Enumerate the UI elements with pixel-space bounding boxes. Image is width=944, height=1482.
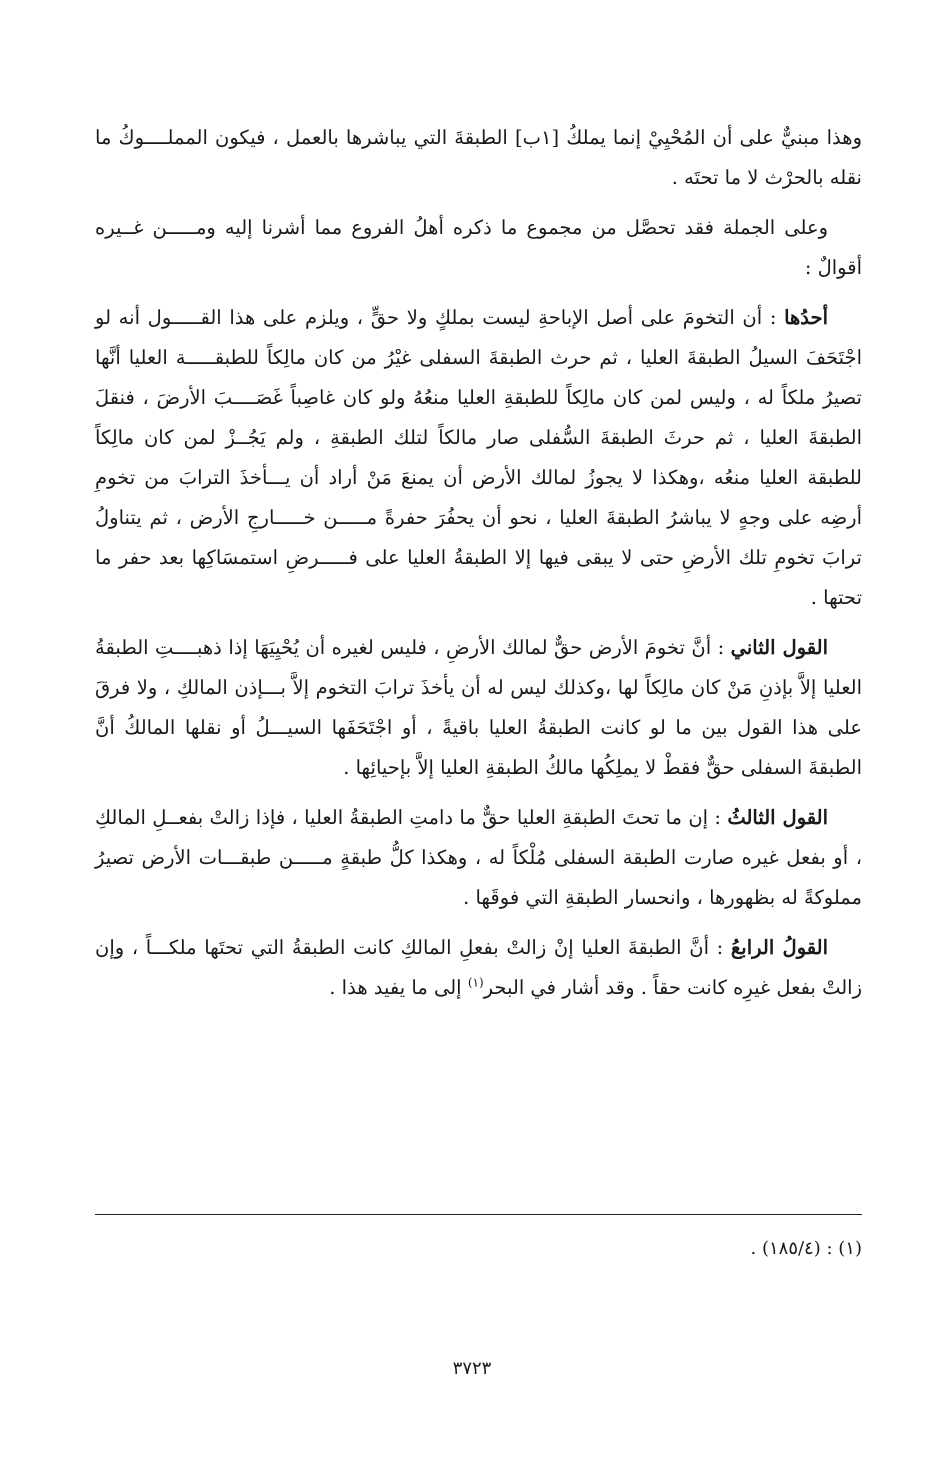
paragraph-6 bbox=[95, 928, 862, 1008]
paragraph-5 bbox=[95, 798, 862, 918]
paragraph-4 bbox=[95, 628, 862, 788]
paragraph-text: وهذا مبنيٌّ على أن المُحْيِيْ إنما يملكُ [١ب] الطبقةَ التي يباشرها بالعمل ، فيكون المملــــوكُ ما نقله بالحرْث لا ما تحتَه . bbox=[95, 126, 862, 189]
paragraph-text: وعلى الجملة فقد تحصَّل من مجموع ما ذكره أهلُ الفروع مما أشرنا إليه ومـــــن غــيره أقوالٌ : bbox=[95, 216, 862, 279]
paragraph-heading: أحدُها bbox=[784, 306, 828, 329]
footnote: (١) : (١٨٥/٤) . bbox=[750, 1238, 862, 1259]
paragraph-3 bbox=[95, 298, 862, 618]
paragraph-text-tail: إلى ما يفيد هذا . bbox=[329, 976, 468, 999]
paragraph-text: : أن التخومَ على أصل الإباحةِ ليست بملكٍ ولا حقٍّ ، ويلزم على هذا القـــــول أنه لو اجْتَحَفَ السيلُ الطبقةَ العليا ، ثم حرث الطبقةَ السفلى غيْرُ من كان مالِكاً للطبقـــــة العليا أنَّها تصيرُ ملكاً له ، وليس لمن كان مالِكاً للطبقةِ العليا منعُهُ ولو كان غاصِباً غَصَــــبَ الأرضَ ، فنقلَ الطبقةَ العليا ، ثم حرثَ الطبقةَ السُّفلى صار مالكاً لتلك الطبقةِ ، ولم يَجُــزْ لمن كان مالِكاً للطبقة العليا منعُه ،وهكذا لا يجوزُ لمالك الأرض أن يمنعَ مَنْ أراد أن يـــأخذَ الترابَ من تخومِ أرضِه على وجهٍ لا يباشرُ الطبقةَ العليا ، نحو أن يحفُرَ حفرةً مـــــن خـــــارجِ الأرض ، ثم يتناولُ ترابَ تخومِ تلك الأرضِ حتى لا يبقى فيها إلا الطبقةُ العليا على فـــــرضِ استمسَاكِها بعد حفر ما تحتها . bbox=[95, 306, 862, 609]
page-number: ٣٧٢٣ bbox=[452, 1358, 492, 1379]
paragraph-text: : أنَّ تخومَ الأرض حقٌّ لمالك الأرضِ ، فليس لغيره أن يُحْيِيَهَا إذا ذهبــــتِ الطبقةُ العليا إلاَّ بإذنِ مَنْ كان مالِكاً لها ،وكذلك ليس له أن يأخذَ ترابَ التخوم إلاَّ بـــإذن المالكِ ، ولا فرقَ على هذا القول بين ما لو كانت الطبقةُ العليا باقيةً ، أو اجْتَحَفَها السيـــلُ أو نقلها المالكُ أنَّ الطبقةَ السفلى حقٌّ فقطْ لا يملِكُها مالكُ الطبقةِ العليا إلاَّ بإحيائِها . bbox=[95, 636, 862, 779]
footnote-separator bbox=[95, 1214, 862, 1215]
paragraph-heading: القولُ الرابعُ bbox=[730, 936, 828, 959]
paragraph-1 bbox=[95, 118, 862, 198]
paragraph-text: : إن ما تحتَ الطبقةِ العليا حقٌّ ما دامتِ الطبقةُ العليا ، فإذا زالتْ بفعــلِ المالكِ ، أو بفعل غيره صارت الطبقة السفلى مُلْكاً له ، وهكذا كلُّ طبقةٍ مـــــن طبقـــات الأرض تصيرُ مملوكةً له بظهورها ، وانحسار الطبقةِ التي فوقَها . bbox=[95, 806, 862, 909]
main-text bbox=[95, 118, 862, 1018]
paragraph-heading: القول الثالثُ bbox=[727, 806, 828, 829]
paragraph-heading: القول الثاني bbox=[730, 636, 829, 659]
footnote-reference[interactable]: (١) bbox=[467, 975, 484, 990]
paragraph-text: : أنَّ الطبقةَ العليا إنْ زالتْ بفعلِ المالكِ كانت الطبقةُ التي تحتَها ملكـــاً ، وإن زالتْ بفعل غيرِه كانت حقاً . وقد أشار في البحر bbox=[95, 936, 862, 999]
paragraph-2 bbox=[95, 208, 862, 288]
